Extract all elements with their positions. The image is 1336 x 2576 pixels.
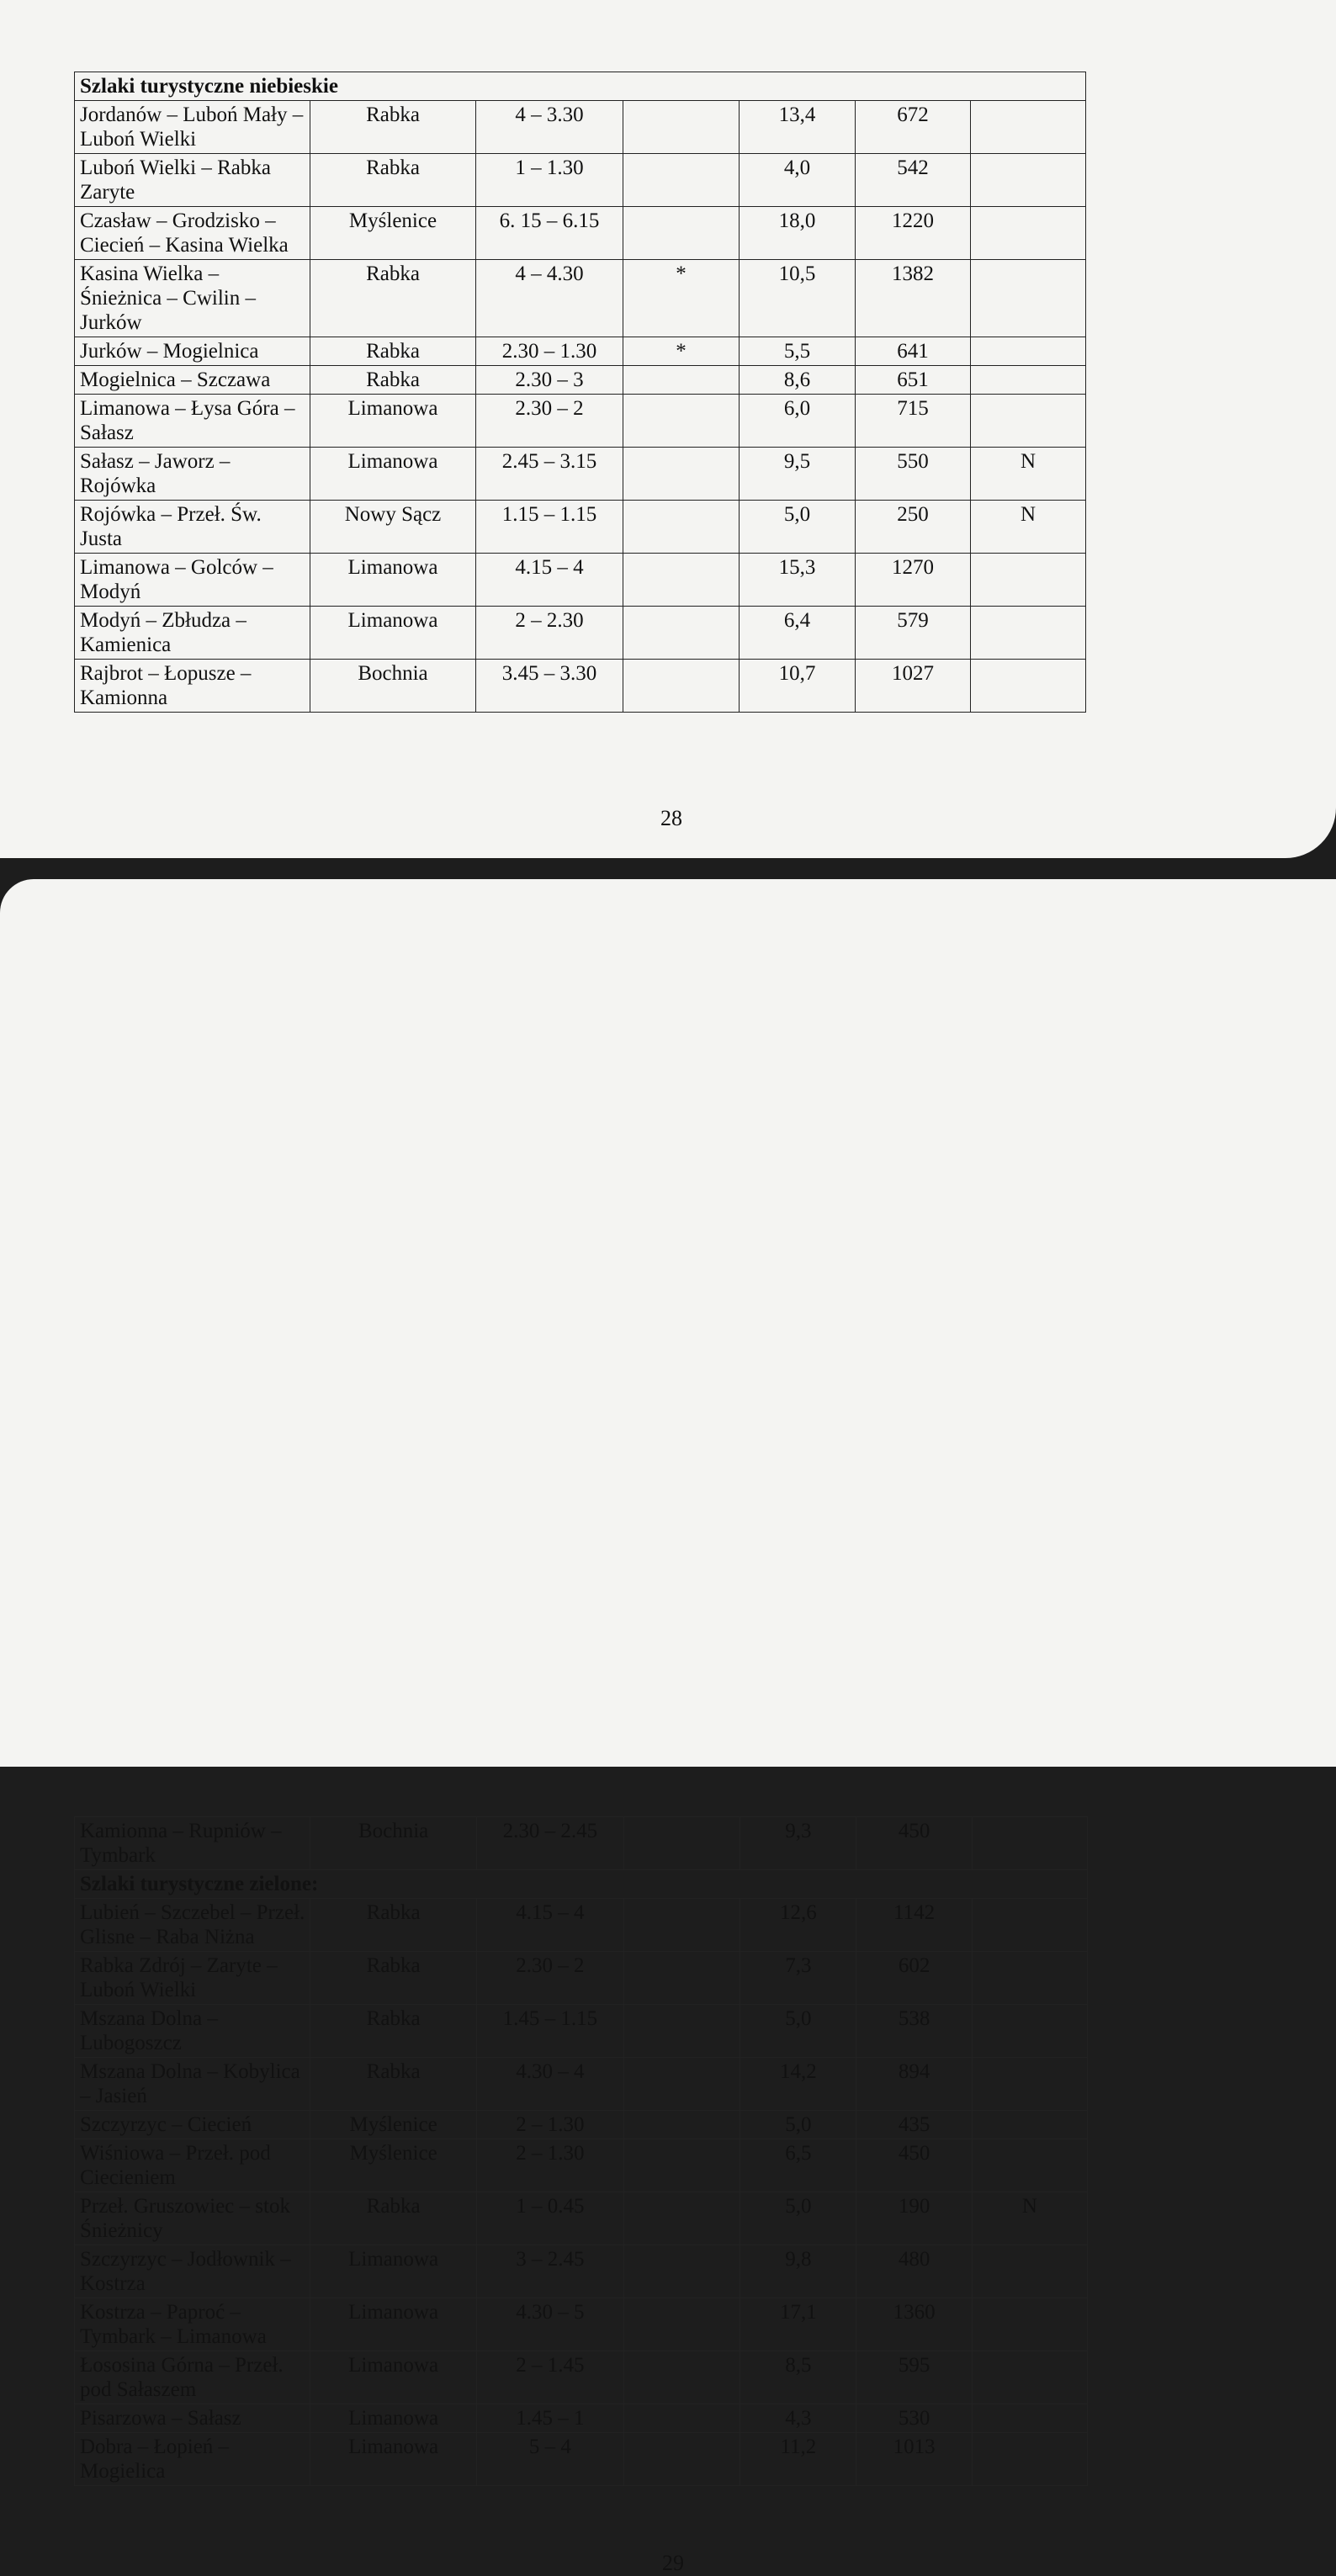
ascent-cell: 595 bbox=[856, 2351, 972, 2404]
mark-cell bbox=[623, 101, 740, 154]
time-cell: 2.30 – 2 bbox=[476, 395, 623, 448]
route-cell: Limanowa – Golców – Modyń bbox=[75, 554, 310, 607]
time-cell: 2.30 – 2 bbox=[476, 1952, 623, 2005]
distance-cell: 9,8 bbox=[740, 2245, 856, 2298]
region-cell: Bochnia bbox=[310, 660, 476, 713]
region-cell: Limanowa bbox=[310, 607, 476, 660]
mark-cell bbox=[623, 366, 740, 395]
route-cell: Kostrza – Paproć – Tymbark – Limanowa bbox=[75, 2298, 310, 2351]
ascent-cell: 715 bbox=[856, 395, 971, 448]
note-cell bbox=[971, 607, 1086, 660]
table-row bbox=[75, 2111, 1088, 2139]
time-cell: 6. 15 – 6.15 bbox=[476, 207, 623, 260]
route-cell: Jurków – Mogielnica bbox=[75, 337, 310, 366]
ascent-cell: 450 bbox=[856, 2139, 972, 2192]
note-cell bbox=[971, 207, 1086, 260]
note-cell bbox=[971, 660, 1086, 713]
note-cell bbox=[972, 2139, 1087, 2192]
mark-cell bbox=[624, 2111, 740, 2139]
time-cell: 3 – 2.45 bbox=[476, 2245, 623, 2298]
region-cell: Rabka bbox=[310, 1899, 476, 1952]
section-header-row bbox=[75, 1870, 1088, 1899]
green-trails-body bbox=[75, 1817, 1088, 2486]
route-cell: Luboń Wielki – Rabka Zaryte bbox=[75, 154, 310, 207]
mark-cell bbox=[623, 660, 740, 713]
ascent-cell: 651 bbox=[856, 366, 971, 395]
mark-cell bbox=[623, 554, 740, 607]
ascent-cell: 602 bbox=[856, 1952, 972, 2005]
time-cell: 4 – 4.30 bbox=[476, 260, 623, 337]
route-cell: Dobra – Łopień – Mogielica bbox=[75, 2433, 310, 2486]
time-cell: 2.45 – 3.15 bbox=[476, 448, 623, 501]
distance-cell: 9,3 bbox=[740, 1817, 856, 1870]
page-number: 29 bbox=[662, 2551, 684, 2575]
distance-cell: 4,3 bbox=[740, 2404, 856, 2433]
time-cell: 2 – 2.30 bbox=[476, 607, 623, 660]
mark-cell bbox=[623, 207, 740, 260]
table-row bbox=[75, 154, 1086, 207]
note-cell bbox=[972, 2111, 1087, 2139]
table-row bbox=[75, 2404, 1088, 2433]
region-cell: Limanowa bbox=[310, 554, 476, 607]
mark-cell bbox=[624, 2433, 740, 2486]
time-cell: 2.30 – 1.30 bbox=[476, 337, 623, 366]
section-title-green: Szlaki turystyczne zielone: bbox=[75, 1870, 1088, 1899]
route-cell: Pisarzowa – Sałasz bbox=[75, 2404, 310, 2433]
region-cell: Rabka bbox=[310, 154, 476, 207]
route-cell: Wiśniowa – Przeł. pod Ciecieniem bbox=[75, 2139, 310, 2192]
blue-trails-table bbox=[74, 72, 1086, 713]
route-cell: Szczyrzyc – Jodłownik – Kostrza bbox=[75, 2245, 310, 2298]
region-cell: Myślenice bbox=[310, 2111, 476, 2139]
time-cell: 4.15 – 4 bbox=[476, 554, 623, 607]
table-row bbox=[75, 2433, 1088, 2486]
route-cell: Jordanów – Luboń Mały – Luboń Wielki bbox=[75, 101, 310, 154]
region-cell: Rabka bbox=[310, 2005, 476, 2058]
mark-cell bbox=[624, 2192, 740, 2245]
table-row bbox=[75, 501, 1086, 554]
time-cell: 2 – 1.45 bbox=[476, 2351, 623, 2404]
region-cell: Myślenice bbox=[310, 207, 476, 260]
table-row bbox=[75, 207, 1086, 260]
distance-cell: 5,0 bbox=[740, 2111, 856, 2139]
ascent-cell: 530 bbox=[856, 2404, 972, 2433]
region-cell: Rabka bbox=[310, 2192, 476, 2245]
distance-cell: 4,0 bbox=[740, 154, 856, 207]
table-row bbox=[75, 366, 1086, 395]
time-cell: 2.30 – 2.45 bbox=[476, 1817, 623, 1870]
route-cell: Lubień – Szczebel – Przeł. Glisne – Raba Niżna bbox=[75, 1899, 310, 1952]
distance-cell: 13,4 bbox=[740, 101, 856, 154]
ascent-cell: 1027 bbox=[856, 660, 971, 713]
table-row bbox=[75, 2192, 1088, 2245]
ascent-cell: 1382 bbox=[856, 260, 971, 337]
mark-cell bbox=[623, 501, 740, 554]
route-cell: Czasław – Grodzisko – Ciecień – Kasina Wielka bbox=[75, 207, 310, 260]
green-trails-table bbox=[74, 1816, 1088, 2486]
ascent-cell: 250 bbox=[856, 501, 971, 554]
note-cell bbox=[972, 2245, 1087, 2298]
note-cell bbox=[971, 395, 1086, 448]
page-28 bbox=[0, 0, 1336, 858]
time-cell: 1.45 – 1 bbox=[476, 2404, 623, 2433]
region-cell: Limanowa bbox=[310, 2404, 476, 2433]
ascent-cell: 1270 bbox=[856, 554, 971, 607]
region-cell: Limanowa bbox=[310, 2298, 476, 2351]
mark-cell bbox=[624, 2005, 740, 2058]
mark-cell bbox=[623, 154, 740, 207]
distance-cell: 6,5 bbox=[740, 2139, 856, 2192]
note-cell bbox=[971, 554, 1086, 607]
table-row bbox=[75, 395, 1086, 448]
region-cell: Limanowa bbox=[310, 2433, 476, 2486]
mark-cell bbox=[624, 2351, 740, 2404]
ascent-cell: 190 bbox=[856, 2192, 972, 2245]
route-cell: Kamionna – Rupniów – Tymbark bbox=[75, 1817, 310, 1870]
time-cell: 2 – 1.30 bbox=[476, 2111, 623, 2139]
time-cell: 1.45 – 1.15 bbox=[476, 2005, 623, 2058]
region-cell: Rabka bbox=[310, 101, 476, 154]
table-row bbox=[75, 2005, 1088, 2058]
route-cell: Łososina Górna – Przeł. pod Sałaszem bbox=[75, 2351, 310, 2404]
table-row bbox=[75, 337, 1086, 366]
ascent-cell: 435 bbox=[856, 2111, 972, 2139]
distance-cell: 15,3 bbox=[740, 554, 856, 607]
distance-cell: 10,5 bbox=[740, 260, 856, 337]
route-cell: Limanowa – Łysa Góra – Sałasz bbox=[75, 395, 310, 448]
section-header-row bbox=[75, 72, 1086, 101]
note-cell bbox=[972, 2058, 1087, 2111]
ascent-cell: 579 bbox=[856, 607, 971, 660]
time-cell: 1 – 0.45 bbox=[476, 2192, 623, 2245]
ascent-cell: 542 bbox=[856, 154, 971, 207]
table-row bbox=[75, 2139, 1088, 2192]
region-cell: Limanowa bbox=[310, 2351, 476, 2404]
distance-cell: 5,5 bbox=[740, 337, 856, 366]
time-cell: 4.30 – 4 bbox=[476, 2058, 623, 2111]
distance-cell: 5,0 bbox=[740, 2192, 856, 2245]
table-row bbox=[75, 2245, 1088, 2298]
table-row bbox=[75, 448, 1086, 501]
ascent-cell: 538 bbox=[856, 2005, 972, 2058]
table-row bbox=[75, 1952, 1088, 2005]
route-cell: Mogielnica – Szczawa bbox=[75, 366, 310, 395]
ascent-cell: 1220 bbox=[856, 207, 971, 260]
mark-cell bbox=[623, 607, 740, 660]
region-cell: Bochnia bbox=[310, 1817, 476, 1870]
time-cell: 4 – 3.30 bbox=[476, 101, 623, 154]
region-cell: Limanowa bbox=[310, 448, 476, 501]
note-cell bbox=[972, 1899, 1087, 1952]
mark-cell bbox=[624, 1952, 740, 2005]
mark-cell bbox=[624, 2058, 740, 2111]
distance-cell: 18,0 bbox=[740, 207, 856, 260]
distance-cell: 6,4 bbox=[740, 607, 856, 660]
distance-cell: 17,1 bbox=[740, 2298, 856, 2351]
ascent-cell: 550 bbox=[856, 448, 971, 501]
region-cell: Rabka bbox=[310, 366, 476, 395]
note-cell bbox=[972, 2404, 1087, 2433]
time-cell: 4.30 – 5 bbox=[476, 2298, 623, 2351]
time-cell: 1.15 – 1.15 bbox=[476, 501, 623, 554]
time-cell: 5 – 4 bbox=[476, 2433, 623, 2486]
table-row bbox=[75, 2058, 1088, 2111]
note-cell bbox=[972, 2433, 1087, 2486]
note-cell: N bbox=[971, 501, 1086, 554]
table-row bbox=[75, 1899, 1088, 1952]
ascent-cell: 450 bbox=[856, 1817, 972, 1870]
time-cell: 2 – 1.30 bbox=[476, 2139, 623, 2192]
note-cell: N bbox=[971, 448, 1086, 501]
ascent-cell: 1013 bbox=[856, 2433, 972, 2486]
section-title-blue: Szlaki turystyczne niebieskie bbox=[75, 72, 1086, 101]
distance-cell: 14,2 bbox=[740, 2058, 856, 2111]
time-cell: 3.45 – 3.30 bbox=[476, 660, 623, 713]
distance-cell: 9,5 bbox=[740, 448, 856, 501]
page-29 bbox=[0, 879, 1336, 2575]
time-cell: 2.30 – 3 bbox=[476, 366, 623, 395]
table-row bbox=[75, 1817, 1088, 1870]
table-row bbox=[75, 101, 1086, 154]
ascent-cell: 1360 bbox=[856, 2298, 972, 2351]
region-cell: Rabka bbox=[310, 2058, 476, 2111]
distance-cell: 6,0 bbox=[740, 395, 856, 448]
region-cell: Nowy Sącz bbox=[310, 501, 476, 554]
region-cell: Limanowa bbox=[310, 2245, 476, 2298]
route-cell: Rojówka – Przeł. Św. Justa bbox=[75, 501, 310, 554]
note-cell bbox=[972, 1817, 1087, 1870]
mark-cell bbox=[624, 2245, 740, 2298]
ascent-cell: 480 bbox=[856, 2245, 972, 2298]
region-cell: Rabka bbox=[310, 260, 476, 337]
route-cell: Modyń – Zbłudza – Kamienica bbox=[75, 607, 310, 660]
page-number: 28 bbox=[660, 806, 682, 830]
route-cell: Rajbrot – Łopusze – Kamionna bbox=[75, 660, 310, 713]
ascent-cell: 1142 bbox=[856, 1899, 972, 1952]
distance-cell: 8,6 bbox=[740, 366, 856, 395]
route-cell: Kasina Wielka – Śnieżnica – Cwilin – Jurków bbox=[75, 260, 310, 337]
time-cell: 4.15 – 4 bbox=[476, 1899, 623, 1952]
route-cell: Mszana Dolna – Kobylica – Jasień bbox=[75, 2058, 310, 2111]
route-cell: Szczyrzyc – Ciecień bbox=[75, 2111, 310, 2139]
table-row bbox=[75, 607, 1086, 660]
mark-cell bbox=[623, 448, 740, 501]
route-cell: Mszana Dolna – Lubogoszcz bbox=[75, 2005, 310, 2058]
distance-cell: 5,0 bbox=[740, 501, 856, 554]
distance-cell: 10,7 bbox=[740, 660, 856, 713]
note-cell bbox=[972, 1952, 1087, 2005]
mark-cell: * bbox=[623, 260, 740, 337]
distance-cell: 8,5 bbox=[740, 2351, 856, 2404]
note-cell bbox=[971, 260, 1086, 337]
mark-cell bbox=[623, 395, 740, 448]
route-cell: Przeł. Gruszowiec – stok Śnieżnicy bbox=[75, 2192, 310, 2245]
note-cell bbox=[972, 2005, 1087, 2058]
mark-cell bbox=[624, 1817, 740, 1870]
distance-cell: 7,3 bbox=[740, 1952, 856, 2005]
time-cell: 1 – 1.30 bbox=[476, 154, 623, 207]
table-row bbox=[75, 554, 1086, 607]
table-row bbox=[75, 2351, 1088, 2404]
mark-cell bbox=[624, 2298, 740, 2351]
distance-cell: 11,2 bbox=[740, 2433, 856, 2486]
note-cell bbox=[971, 101, 1086, 154]
table-row bbox=[75, 660, 1086, 713]
region-cell: Rabka bbox=[310, 337, 476, 366]
region-cell: Myślenice bbox=[310, 2139, 476, 2192]
distance-cell: 5,0 bbox=[740, 2005, 856, 2058]
blue-trails-body bbox=[75, 72, 1086, 713]
route-cell: Rabka Zdrój – Zaryte – Luboń Wielki bbox=[75, 1952, 310, 2005]
note-cell: N bbox=[972, 2192, 1087, 2245]
note-cell bbox=[972, 2351, 1087, 2404]
table-row bbox=[75, 260, 1086, 337]
region-cell: Rabka bbox=[310, 1952, 476, 2005]
route-cell: Sałasz – Jaworz – Rojówka bbox=[75, 448, 310, 501]
mark-cell bbox=[624, 2139, 740, 2192]
ascent-cell: 894 bbox=[856, 2058, 972, 2111]
note-cell bbox=[971, 154, 1086, 207]
mark-cell bbox=[624, 2404, 740, 2433]
note-cell bbox=[971, 366, 1086, 395]
note-cell bbox=[972, 2298, 1087, 2351]
note-cell bbox=[971, 337, 1086, 366]
mark-cell: * bbox=[623, 337, 740, 366]
region-cell: Limanowa bbox=[310, 395, 476, 448]
distance-cell: 12,6 bbox=[740, 1899, 856, 1952]
ascent-cell: 641 bbox=[856, 337, 971, 366]
table-row bbox=[75, 2298, 1088, 2351]
mark-cell bbox=[624, 1899, 740, 1952]
ascent-cell: 672 bbox=[856, 101, 971, 154]
